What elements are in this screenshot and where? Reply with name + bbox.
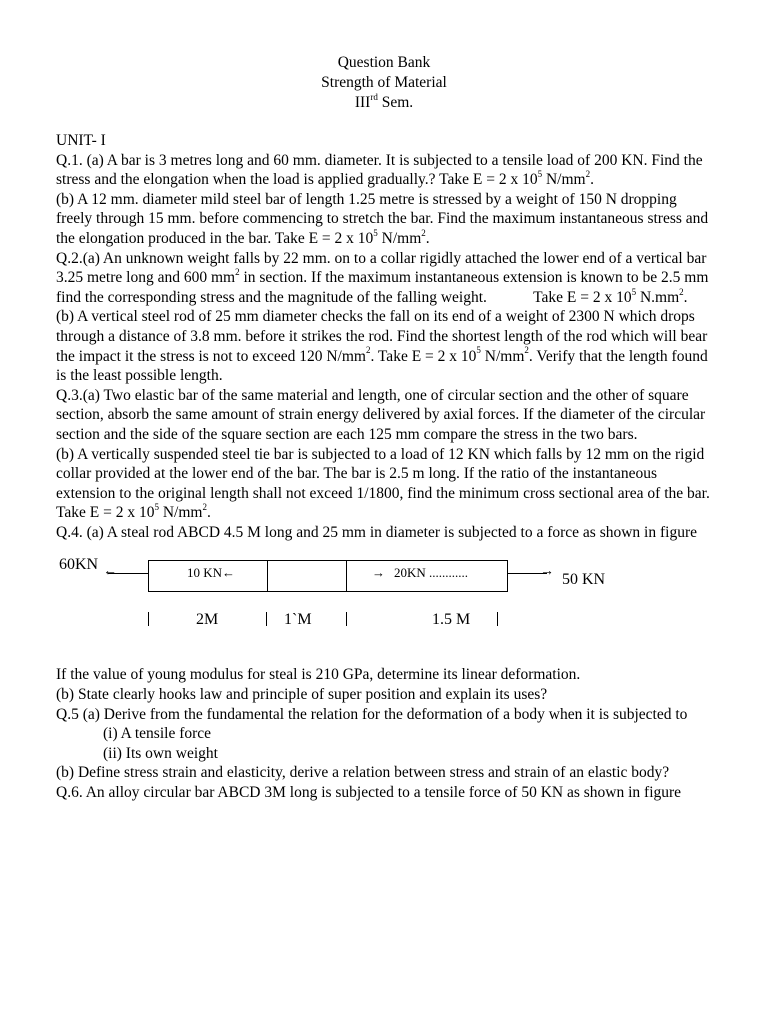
subject-title: Strength of Material xyxy=(321,74,447,91)
semester-label: IIIrd Sem. xyxy=(354,91,414,111)
question-6: Q.6. An alloy circular bar ABCD 3M long is subjected to a tensile force of 50 KN as shown in figure xyxy=(56,784,682,802)
question-5-subpart-ii: (ii) Its own weight xyxy=(103,744,218,762)
dimension-bc: 1`M xyxy=(284,611,312,629)
segment-1-load-label: 10 KN← xyxy=(187,565,236,581)
unit-heading: UNIT- I xyxy=(56,132,106,149)
question-1a: Q.1. (a) A bar is 3 metres long and 60 mm. diameter. It is subjected to a tensile load of 200 KN. Find the stress and the elongation when the load is applied gradually.? Take E = 2 x $10^5$ $N/mm^2$. xyxy=(56,151,703,189)
dim-tick-d xyxy=(497,612,498,626)
document-title: Question Bank xyxy=(337,54,431,71)
segment-3-load-label: 20KN ............ xyxy=(394,565,469,581)
right-arrow-head-icon: → xyxy=(540,564,554,580)
dimension-ab: 2M xyxy=(196,611,219,629)
question-5-subpart-i: (i) A tensile force xyxy=(103,725,212,743)
question-list xyxy=(56,131,716,803)
question-4a: Q.4. (a) A steal rod ABCD 4.5 M long and 25 mm in diameter is subjected to a force as shown in figure xyxy=(56,523,697,541)
dimension-cd: 1.5 M xyxy=(432,611,471,629)
segment-3-arrow-icon: → xyxy=(372,565,385,581)
question-2b: (b) A vertical steel rod of 25 mm diameter checks the fall on its end of a weight of 2300 N which drops through a distance of 3.8 mm. before it strikes the rod. Find the shortest length of the rod which will bear the impact it the stress is not to exceed 120 $N/mm^2$. Take E = 2 x $10^5$ $N/mm^2$. Verify that the length found is the least possible length. xyxy=(56,308,708,385)
question-4a-continued: If the value of young modulus for steal is 210 GPa, determine its linear deformation. xyxy=(56,666,581,684)
question-1b: (b) A 12 mm. diameter mild steel bar of length 1.25 metre is stressed by a weight of 150 N dropping freely through 15 mm. before commencing to stretch the bar. Find the maximum instantaneous stress and the elongation produced in the bar. Take E = 2 x $10^5$ $N/mm^2$. xyxy=(56,190,709,247)
question-2a: Q.2.(a) An unknown weight falls by 22 mm. on to a collar rigidly attached the lower end of a vertical bar 3.25 metre long and 600 $mm^2$ in section. If the maximum instantaneous extension is known to be 2.5 mm find the corresponding stress and the magnitude of the falling weight. Take E = 2 x $10^5$ $N.mm^2$. xyxy=(56,249,713,306)
dim-tick-a xyxy=(148,612,149,626)
question-5a: Q.5 (a) Derive from the fundamental the relation for the deformation of a body when it is subjected to xyxy=(56,705,688,723)
question-4b: (b) State clearly hooks law and principle of super position and explain its uses? xyxy=(56,686,548,704)
left-arrow-head-icon: ← xyxy=(103,564,117,580)
force-diagram xyxy=(56,542,716,665)
question-3a: Q.3.(a) Two elastic bar of the same material and length, one of circular section and the other of square section, absorb the same amount of strain energy delivered by axial forces. If the diameter of the circular section and the side of the square section are each 125 mm compare the stress in the two bars. xyxy=(56,386,706,443)
question-3b: (b) A vertically suspended steel tie bar is subjected to a load of 12 KN which falls by 12 mm on the rigid collar provided at the lower end of the bar. The bar is 2.5 m long. If the ratio of the instantaneous extension to the original length shall not exceed 1/1800, find the minimum cross sectional area of the bar. Take E = 2 x $10^5$ $N/mm^2$. xyxy=(56,445,710,522)
dim-tick-c xyxy=(346,612,347,626)
left-load-label: 60KN xyxy=(59,556,99,574)
dim-tick-b xyxy=(266,612,267,626)
right-load-label: 50 KN xyxy=(562,571,606,589)
segment-1-arrow-icon: ← xyxy=(222,565,236,581)
bar-segment-bc xyxy=(266,560,347,592)
question-5b: (b) Define stress strain and elasticity, derive a relation between stress and strain of an elastic body? xyxy=(56,764,670,782)
